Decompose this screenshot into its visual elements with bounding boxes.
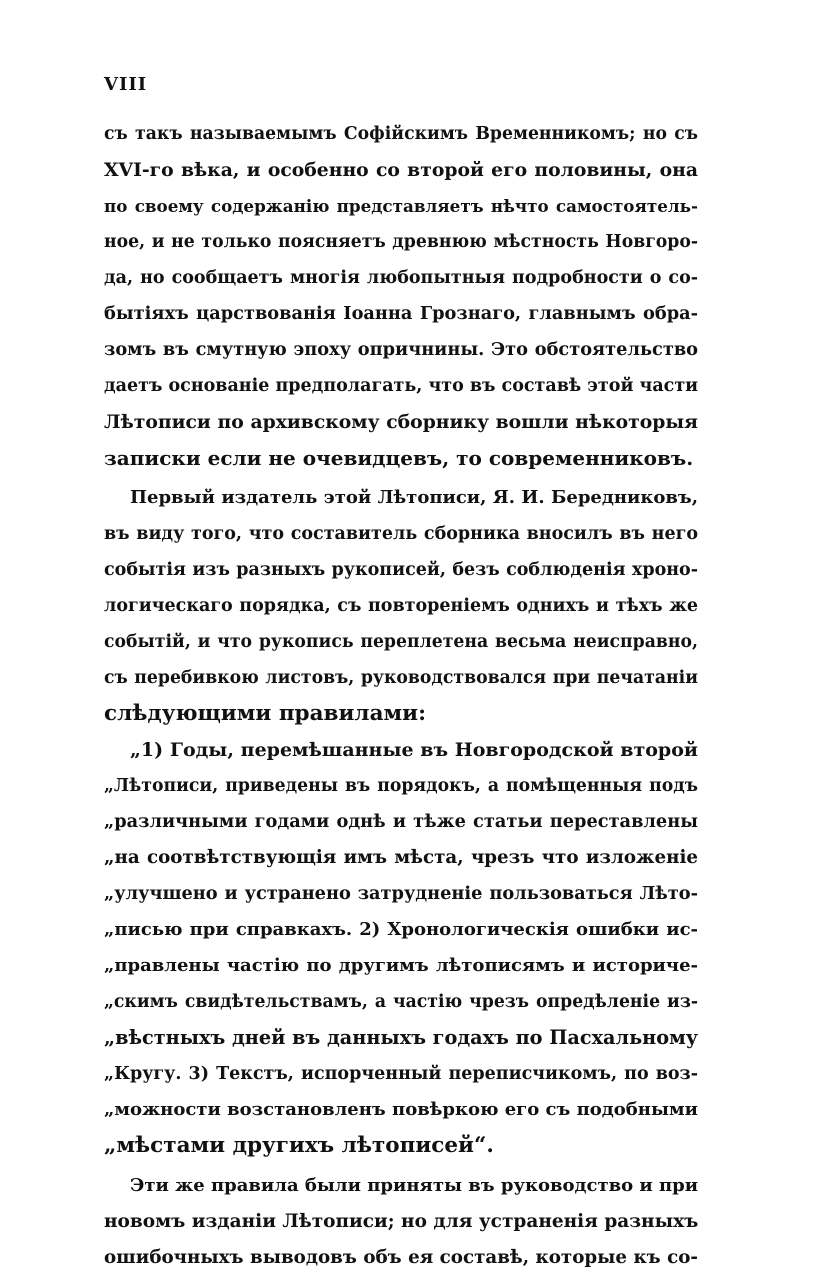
paragraph — [104, 1168, 698, 1276]
text-line: ошибочныхъ выводовъ объ ея составѣ, которые къ со- — [104, 1247, 698, 1268]
text-line: Первый издатель этой Лѣтописи, Я. И. Бередниковъ, — [130, 487, 698, 508]
text-line: событія изъ разныхъ рукописей, безъ соблюденія хроно- — [104, 560, 698, 580]
text-line: „писью при справкахъ. 2) Хронологическія ошибки ис- — [104, 919, 698, 940]
text-line: съ перебивкою листовъ, руководствовался при печатаніи — [104, 668, 698, 688]
text-line: „можности возстановленъ повѣркою его съ подобными — [104, 1099, 698, 1120]
text-line: въ виду того, что составитель сборника вносилъ въ него — [104, 524, 698, 544]
text-line: бытіяхъ царствованія Іоанна Грознаго, главнымъ обра- — [104, 303, 698, 324]
page-number: VIII — [104, 74, 148, 95]
text-line: „улучшено и устранено затрудненіе пользоваться Лѣто- — [104, 883, 698, 904]
text-line: XVI-го вѣка, и особенно со второй его половины, она — [104, 159, 698, 181]
paragraph — [104, 480, 698, 732]
text-line: Лѣтописи по архивскому сборнику вошли нѣкоторыя — [104, 411, 698, 433]
text-line: „правлены частію по другимъ лѣтописямъ и историче- — [104, 955, 698, 976]
text-line: зомъ въ смутную эпоху опричнины. Это обстоятельство — [104, 339, 698, 360]
body-text — [104, 116, 698, 1276]
text-line: „на соотвѣтствующія имъ мѣста, чрезъ что изложеніе — [104, 847, 698, 868]
text-line: „различными годами однѣ и тѣже статьи переставлены — [104, 811, 698, 832]
text-line: новомъ изданіи Лѣтописи; но для устраненія разныхъ — [104, 1211, 699, 1232]
text-line: съ такъ называемымъ Софійскимъ Временникомъ; но съ — [104, 124, 698, 144]
text-line: „скимъ свидѣтельствамъ, а частію чрезъ опредѣленіе из- — [104, 992, 698, 1012]
text-line: ное, и не только поясняетъ древнюю мѣстность Новгоро- — [104, 232, 698, 252]
text-line: „Лѣтописи, приведены въ порядокъ, а помѣщенныя подъ — [104, 776, 698, 796]
text-line: даетъ основаніе предполагать, что въ составѣ этой части — [104, 376, 699, 396]
quotation — [104, 732, 698, 1164]
text-line: „1) Годы, перемѣшанные въ Новгородской второй — [130, 739, 698, 761]
text-line: „вѣстныхъ дней въ данныхъ годахъ по Пасхальному — [104, 1026, 699, 1049]
text-line: слѣдующими правилами: — [104, 701, 427, 726]
paragraph — [104, 116, 698, 476]
text-line: логическаго порядка, съ повтореніемъ однихъ и тѣхъ же — [104, 596, 698, 616]
text-line: по своему содержанію представляетъ нѣчто самостоятель- — [104, 196, 698, 216]
text-line: „Кругу. 3) Текстъ, испорченный переписчикомъ, по воз- — [104, 1064, 698, 1084]
text-line: да, но сообщаетъ многія любопытныя подробности о со- — [104, 268, 698, 288]
text-line: записки если не очевидцевъ, то современниковъ. — [104, 446, 694, 470]
text-line: событій, и что рукопись переплетена весьма неисправно, — [104, 632, 698, 652]
text-line: „мѣстами другихъ лѣтописей“. — [104, 1133, 494, 1158]
text-line: Эти же правила были приняты въ руководство и при — [130, 1175, 699, 1196]
